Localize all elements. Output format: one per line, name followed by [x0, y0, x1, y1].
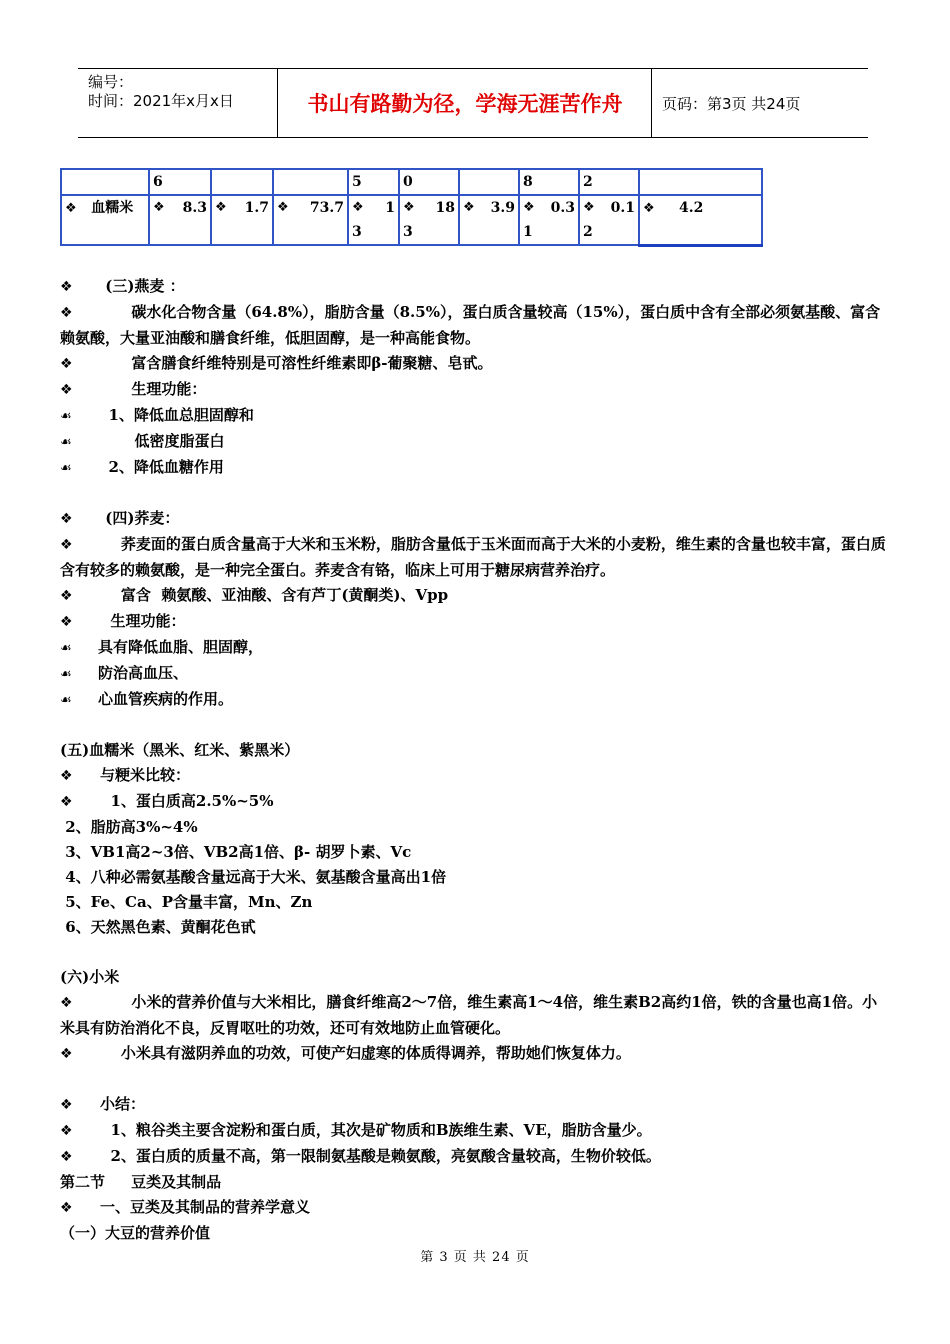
diamond-bullet-icon: ❖ [60, 614, 73, 630]
text-line [60, 455, 890, 481]
line-text: 具有降低血脂、胆固醇， [98, 638, 264, 656]
table-cell: 2 [579, 169, 639, 195]
table-cell [211, 169, 273, 195]
line-text: 碳水化合物含量（64.8%），脂肪含量（8.5%），蛋白质含量较高（15%），蛋白质中含有全部必须氨基酸、富含赖氨酸，大量亚油酸和膳食纤维，低胆固醇，是一种高能食物。 [60, 303, 881, 347]
text-line [60, 687, 890, 713]
text-line [60, 351, 890, 377]
text-line [60, 965, 890, 990]
line-text: 生理功能： [100, 380, 207, 398]
text-line [60, 609, 890, 635]
table-cell: 5 [348, 169, 399, 195]
floral-bullet-icon: ☙ [60, 461, 72, 476]
table-cell [61, 169, 149, 195]
text-line [60, 481, 890, 506]
text-line [60, 403, 890, 429]
line-text: 2、脂肪高3%~4% [60, 818, 198, 836]
table-cell: 6 [149, 169, 211, 195]
floral-bullet-icon: ☙ [60, 693, 72, 708]
diamond-bullet-icon: ❖ [60, 995, 73, 1011]
table-cell: ❖ 18 3 [399, 195, 459, 245]
text-line [60, 940, 890, 965]
header-page-info: 页码：第3页 共24页 [662, 94, 801, 113]
table-cell: ❖ 8.3 [149, 195, 211, 245]
text-line [60, 990, 890, 1041]
text-line [60, 1118, 890, 1144]
table-cell: ❖ 0.1 2 [579, 195, 639, 245]
doc-number-label: 编号： [88, 73, 134, 91]
diamond-icon: ❖ [463, 200, 475, 215]
diamond-icon: ❖ [403, 200, 415, 215]
diamond-bullet-icon: ❖ [60, 305, 73, 321]
line-text: (六)小米 [60, 968, 120, 986]
table-cell: ❖ 1 3 [348, 195, 399, 245]
diamond-icon: ❖ [352, 200, 364, 215]
line-text: 荞麦面的蛋白质含量高于大米和玉米粉，脂肪含量低于玉米面而高于大米的小麦粉，维生素的含量也较丰富，蛋白质含有较多的赖氨酸，是一种完全蛋白。荞麦含有铬，临床上可用于糖尿病营养治疗。 [60, 535, 886, 579]
diamond-icon: ❖ [215, 200, 227, 215]
header-meta [78, 69, 278, 137]
diamond-bullet-icon: ❖ [60, 588, 73, 604]
table-cell [273, 169, 348, 195]
diamond-bullet-icon: ❖ [60, 1123, 73, 1139]
table-cell [639, 169, 762, 195]
text-line [60, 890, 890, 915]
text-line [60, 815, 890, 840]
line-text: 防治高血压、 [98, 664, 189, 682]
text-line [60, 429, 890, 455]
text-line [60, 532, 890, 583]
line-text: 心血管疾病的作用。 [98, 690, 234, 708]
table-cell: ❖ 4.2 [639, 195, 762, 245]
diamond-icon: ❖ [153, 200, 165, 215]
diamond-icon: ❖ [643, 201, 655, 216]
text-line [60, 661, 890, 687]
text-line [60, 1170, 890, 1195]
diamond-bullet-icon: ❖ [60, 794, 73, 810]
text-line [60, 865, 890, 890]
table-cell: ❖ 0.3 1 [519, 195, 579, 245]
line-text: 小米的营养价值与大米相比，膳食纤维高2～7倍，维生素高1～4倍，维生素B2高约1倍，铁的含量也高1倍。小米具有防治消化不良，反胃呕吐的功效，还可有效地防止血管硬化。 [60, 993, 878, 1037]
text-line [60, 583, 890, 609]
line-text: （一）大豆的营养价值 [60, 1224, 211, 1242]
floral-bullet-icon: ☙ [60, 667, 72, 682]
line-text: (三)燕麦 ： [100, 277, 185, 295]
text-line [60, 635, 890, 661]
text-line [60, 1144, 890, 1170]
line-text: 1、蛋白质高2.5%~5% [100, 792, 274, 810]
line-text: 生理功能： [100, 612, 186, 630]
line-text: 低密度脂蛋白 [98, 432, 225, 450]
text-line [60, 274, 890, 300]
text-line [60, 738, 890, 763]
text-line [60, 506, 890, 532]
line-text: 5、Fe、Ca、P含量丰富，Mn、Zn [60, 893, 313, 911]
line-text: 一、豆类及其制品的营养学意义 [100, 1198, 311, 1216]
floral-bullet-icon: ☙ [60, 641, 72, 656]
line-text: 富含膳食纤维特别是可溶性纤维素即β-葡聚糖、皂甙。 [100, 354, 493, 372]
text-line [60, 915, 890, 940]
diamond-icon: ❖ [523, 200, 535, 215]
table-cell: ❖ 1.7 [211, 195, 273, 245]
table-cell [459, 169, 519, 195]
table-cell: 0 [399, 169, 459, 195]
doc-time-label: 时间：2021年x月x日 [88, 92, 234, 110]
text-line [60, 1067, 890, 1092]
page-header [78, 68, 868, 138]
text-line [60, 1092, 890, 1118]
line-text: 6、天然黑色素、黄酮花色甙 [60, 918, 256, 936]
line-text: 1、粮谷类主要含淀粉和蛋白质，其次是矿物质和B族维生素、VE，脂肪含量少。 [100, 1121, 652, 1139]
line-text: 1、降低血总胆固醇和 [98, 406, 254, 424]
diamond-bullet-icon: ❖ [60, 382, 73, 398]
table-cell: ❖ 3.9 [459, 195, 519, 245]
line-text: 第二节 豆类及其制品 [60, 1173, 222, 1191]
line-text: 2、降低血糖作用 [98, 458, 224, 476]
diamond-bullet-icon: ❖ [60, 1046, 73, 1062]
diamond-bullet-icon: ❖ [60, 356, 73, 372]
diamond-icon: ❖ [583, 200, 595, 215]
table-cell: ❖ 血糯米 [61, 195, 149, 245]
text-line [60, 1221, 890, 1246]
line-text: 2、蛋白质的质量不高，第一限制氨基酸是赖氨酸，亮氨酸含量较高，生物价较低。 [100, 1147, 661, 1165]
nutrition-table [60, 168, 763, 247]
floral-bullet-icon: ☙ [60, 435, 72, 450]
line-text: 3、VB1高2~3倍、VB2高1倍、β- 胡罗卜素、Vc [60, 843, 412, 861]
line-text: (五)血糯米（黑米、红米、紫黑米） [60, 741, 300, 759]
diamond-bullet-icon: ❖ [60, 1200, 73, 1216]
text-line [60, 1041, 890, 1067]
floral-bullet-icon: ☙ [60, 409, 72, 424]
text-line [60, 713, 890, 738]
line-text: (四)荞麦： [100, 509, 180, 527]
diamond-bullet-icon: ❖ [60, 768, 73, 784]
diamond-bullet-icon: ❖ [60, 1097, 73, 1113]
line-text: 小结： [100, 1095, 146, 1113]
header-motto: 书山有路勤为径，学海无涯苦作舟 [279, 69, 652, 137]
line-text: 与粳米比较： [100, 766, 191, 784]
line-text: 4、八种必需氨基酸含量远高于大米、氨基酸含量高出1倍 [60, 868, 447, 886]
diamond-icon: ❖ [277, 200, 289, 215]
table-cell: 8 [519, 169, 579, 195]
diamond-bullet-icon: ❖ [60, 537, 73, 553]
text-line [60, 840, 890, 865]
text-line [60, 1195, 890, 1221]
table-row [61, 195, 762, 245]
line-text: 小米具有滋阴养血的功效，可使产妇虚寒的体质得调养，帮助她们恢复体力。 [100, 1044, 631, 1062]
body-text [60, 274, 890, 1246]
line-text: 富含 赖氨酸、亚油酸、含有芦丁(黄酮类)、Vpp [100, 586, 449, 604]
text-line [60, 789, 890, 815]
diamond-bullet-icon: ❖ [60, 279, 73, 295]
text-line [60, 763, 890, 789]
text-line [60, 377, 890, 403]
page-footer: 第 3 页 共 24 页 [420, 1250, 530, 1265]
diamond-icon: ❖ [65, 201, 77, 216]
table-cell: ❖ 73.7 [273, 195, 348, 245]
diamond-bullet-icon: ❖ [60, 511, 73, 527]
diamond-bullet-icon: ❖ [60, 1149, 73, 1165]
table-row [61, 169, 762, 195]
text-line [60, 300, 890, 351]
